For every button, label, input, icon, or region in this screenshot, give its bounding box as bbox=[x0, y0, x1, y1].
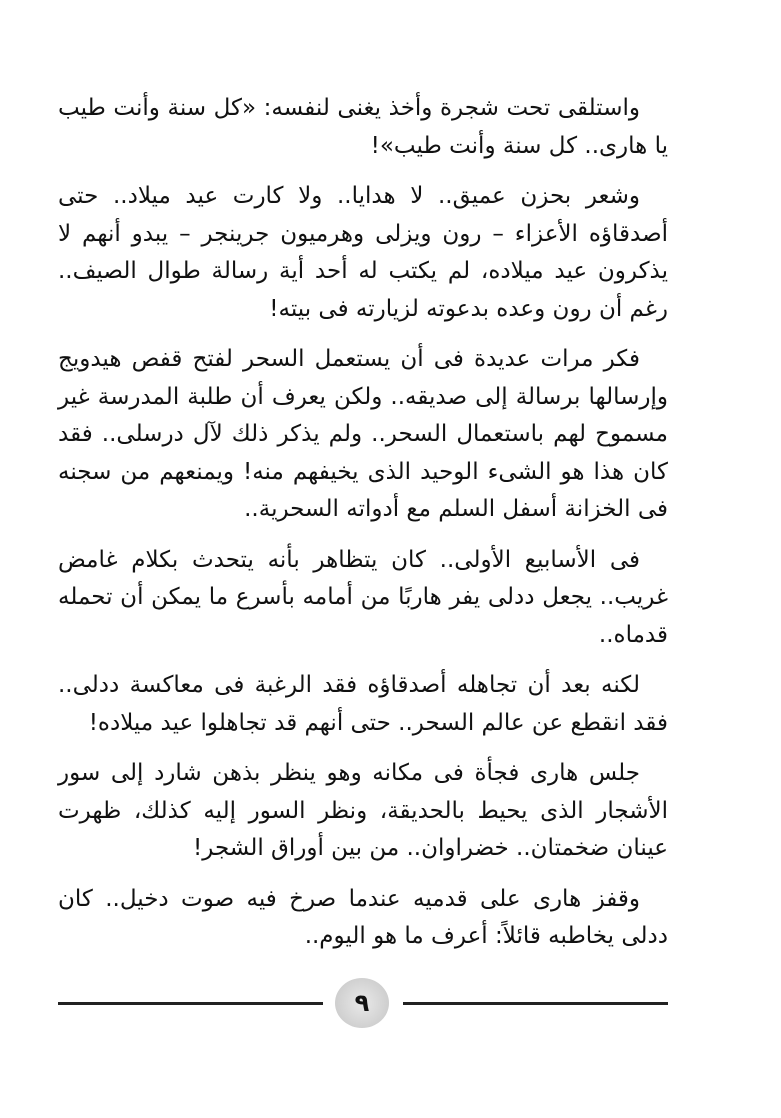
paragraph-2: وشعر بحزن عميق.. لا هدايا.. ولا كارت عيد ميلاد.. حتى أصدقاؤه الأعزاء – رون ويزلى وهرميون جرينجر – يبدو أنهم لا يذكرون عيد ميلاده، لم يكتب له أحد أية رسالة طوال الصيف.. رغم أن رون وعده بدعوته لزيارته فى بيته! bbox=[58, 183, 668, 322]
footer-rule-right bbox=[403, 1002, 668, 1005]
page-number: ٩ bbox=[354, 989, 370, 1017]
body-text bbox=[58, 90, 668, 969]
paragraph-7: وقفز هارى على قدميه عندما صرخ فيه صوت دخيل.. كان ددلى يخاطبه قائلاً: أعرف ما هو اليوم.. bbox=[58, 885, 668, 949]
paragraph-1: واستلقى تحت شجرة وأخذ يغنى لنفسه: «كل سنة وأنت طيب يا هارى.. كل سنة وأنت طيب»! bbox=[58, 95, 668, 159]
paragraph-4: فى الأسابيع الأولى.. كان يتظاهر بأنه يتحدث بكلام غامض غريب.. يجعل ددلى يفر هاربًا من أمامه بأسرع ما يمكن أن تحمله قدماه.. bbox=[58, 546, 668, 648]
paragraph-6: جلس هارى فجأة فى مكانه وهو ينظر بذهن شارد إلى سور الأشجار الذى يحيط بالحديقة، ونظر السور إليه كذلك، ظهرت عينان ضخمتان.. خضراوان.. من بين أوراق الشجر! bbox=[58, 760, 668, 861]
paragraph-5: لكنه بعد أن تجاهله أصدقاؤه فقد الرغبة فى معاكسة ددلى.. فقد انقطع عن عالم السحر.. حتى أنهم قد تجاهلوا عيد ميلاده! bbox=[58, 672, 668, 736]
footer-rule-left bbox=[58, 1002, 323, 1005]
page-footer bbox=[58, 975, 668, 1031]
paragraph-3: فكر مرات عديدة فى أن يستعمل السحر لفتح قفص هيدويج وإرسالها برسالة إلى صديقه.. ولكن يعرف أن طلبة المدرسة غير مسموح لهم باستعمال السحر.. ولم يذكر ذلك لآل درسلى.. فقد كان هذا هو الشىء الوحيد الذى يخيفهم منه! ويمنعهم من سجنه فى الخزانة أسفل السلم مع أدواته السحرية.. bbox=[58, 346, 668, 522]
page-number-badge bbox=[335, 978, 389, 1028]
